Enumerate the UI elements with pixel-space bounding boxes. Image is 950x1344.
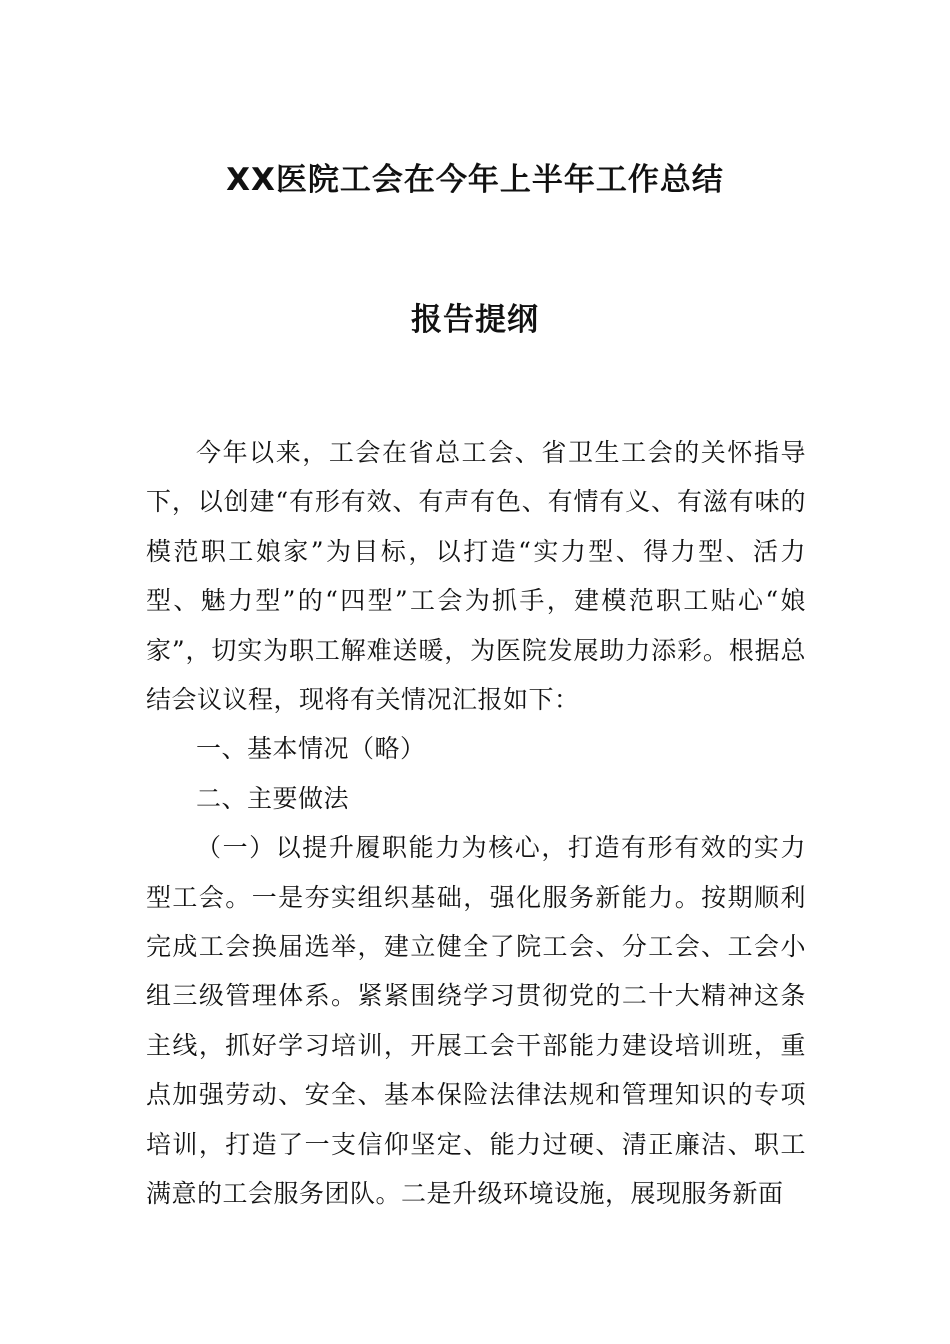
document-title-line-1: XX医院工会在今年上半年工作总结 <box>226 162 724 198</box>
document-body <box>146 428 806 1219</box>
subsection-paragraph-1: （一）以提升履职能力为核心，打造有形有效的实力型工会。一是夯实组织基础，强化服务新能力。按期顺利完成工会换届选举，建立健全了院工会、分工会、工会小组三级管理体系。紧紧围绕学习贯彻党的二十大精神这条主线，抓好学习培训，开展工会干部能力建设培训班，重点加强劳动、安全、基本保险法律法规和管理知识的专项培训，打造了一支信仰坚定、能力过硬、清正廉洁、职工满意的工会服务团队。二是升级环境设施，展现服务新面 <box>146 833 806 1209</box>
section-basic-situation: 一、基本情况（略） <box>196 734 426 764</box>
document-title-line-2: 报告提纲 <box>411 302 539 338</box>
section-main-practices: 二、主要做法 <box>196 783 350 813</box>
intro-paragraph: 今年以来，工会在省总工会、省卫生工会的关怀指导下，以创建“有形有效、有声有色、有情有义、有滋有味的模范职工娘家”为目标，以打造“实力型、得力型、活力型、魅力型”的“四型”工会为抓手，建模范职工贴心“娘家”，切实为职工解难送暖，为医院发展助力添彩。根据总结会议议程，现将有关情况汇报如下： <box>146 438 806 715</box>
